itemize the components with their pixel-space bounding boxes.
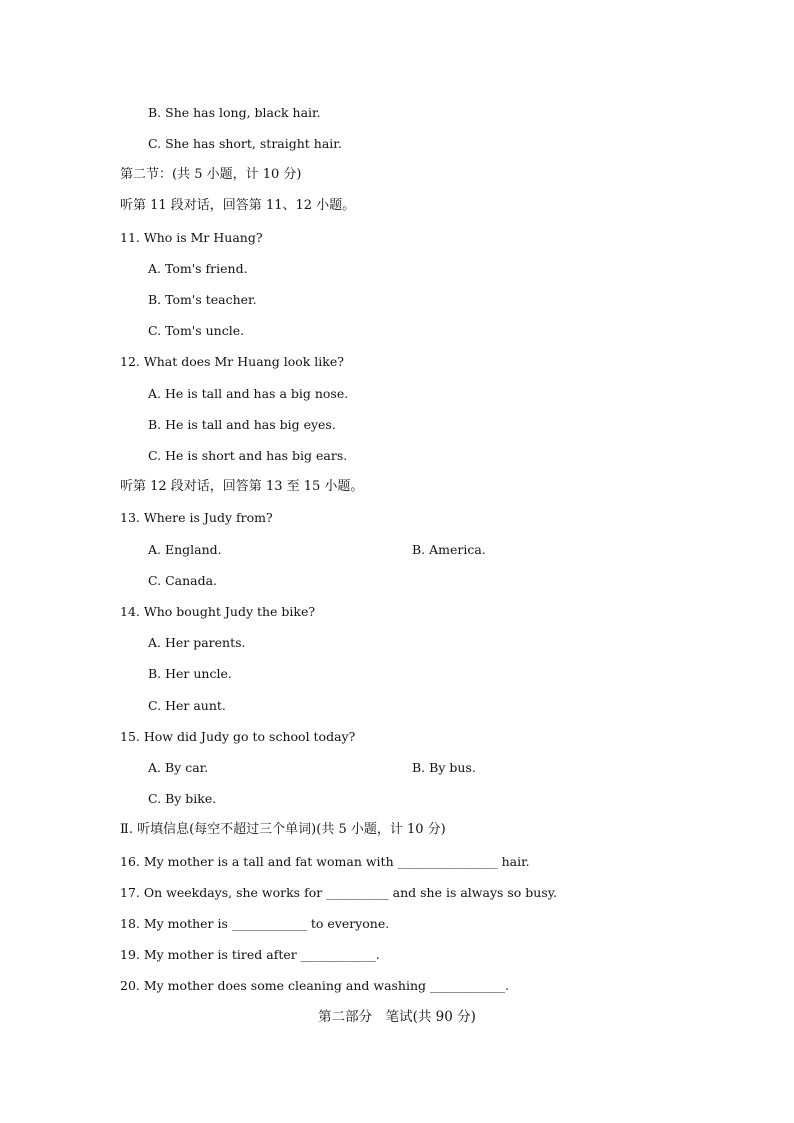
section2-header: 第二节：(共 5 小题，计 10 分) <box>120 167 302 182</box>
part2-header: Ⅱ. 听填信息(每空不超过三个单词)(共 5 小题，计 10 分) <box>120 822 446 837</box>
q14-option-a: A. Her parents. <box>148 635 246 650</box>
q15-option-c: C. By bike. <box>148 791 217 806</box>
fill-item-16: 16. My mother is a tall and fat woman with ________________ hair. <box>120 854 530 869</box>
q11-option-a: A. Tom's friend. <box>148 261 248 276</box>
q14-option-b: B. Her uncle. <box>148 666 232 681</box>
q13-option-c: C. Canada. <box>148 573 218 588</box>
q13-options-row <box>0 541 794 559</box>
q15-option-a: A. By car. <box>148 760 209 775</box>
fill-item-17: 17. On weekdays, she works for __________ and she is always so busy. <box>120 885 558 900</box>
q15-option-b: B. By bus. <box>412 760 476 775</box>
written-part-title: 第二部分 笔试(共 90 分) <box>318 1009 476 1025</box>
q11-option-b: B. Tom's teacher. <box>148 292 257 307</box>
fill-item-20: 20. My mother does some cleaning and washing ____________. <box>120 978 509 993</box>
fill-item-19: 19. My mother is tired after ____________. <box>120 947 380 962</box>
dialogue11-instruction: 听第 11 段对话，回答第 11、12 小题。 <box>120 198 356 213</box>
q11-option-c: C. Tom's uncle. <box>148 323 245 338</box>
q13-option-b: B. America. <box>412 542 486 557</box>
q12-option-c: C. He is short and has big ears. <box>148 448 348 463</box>
question-11: 11. Who is Mr Huang? <box>120 230 263 245</box>
q13-option-a: A. England. <box>148 542 222 557</box>
question-13: 13. Where is Judy from? <box>120 510 273 525</box>
option-c-prev: C. She has short, straight hair. <box>148 136 342 151</box>
fill-item-18: 18. My mother is ____________ to everyone. <box>120 916 390 931</box>
q15-options-row <box>0 759 794 777</box>
q12-option-a: A. He is tall and has a big nose. <box>148 386 349 401</box>
q12-option-b: B. He is tall and has big eyes. <box>148 417 336 432</box>
question-15: 15. How did Judy go to school today? <box>120 729 356 744</box>
question-14: 14. Who bought Judy the bike? <box>120 604 316 619</box>
question-12: 12. What does Mr Huang look like? <box>120 354 344 369</box>
dialogue12-instruction: 听第 12 段对话，回答第 13 至 15 小题。 <box>120 479 364 494</box>
option-b-prev: B. She has long, black hair. <box>148 105 321 120</box>
q14-option-c: C. Her aunt. <box>148 698 226 713</box>
